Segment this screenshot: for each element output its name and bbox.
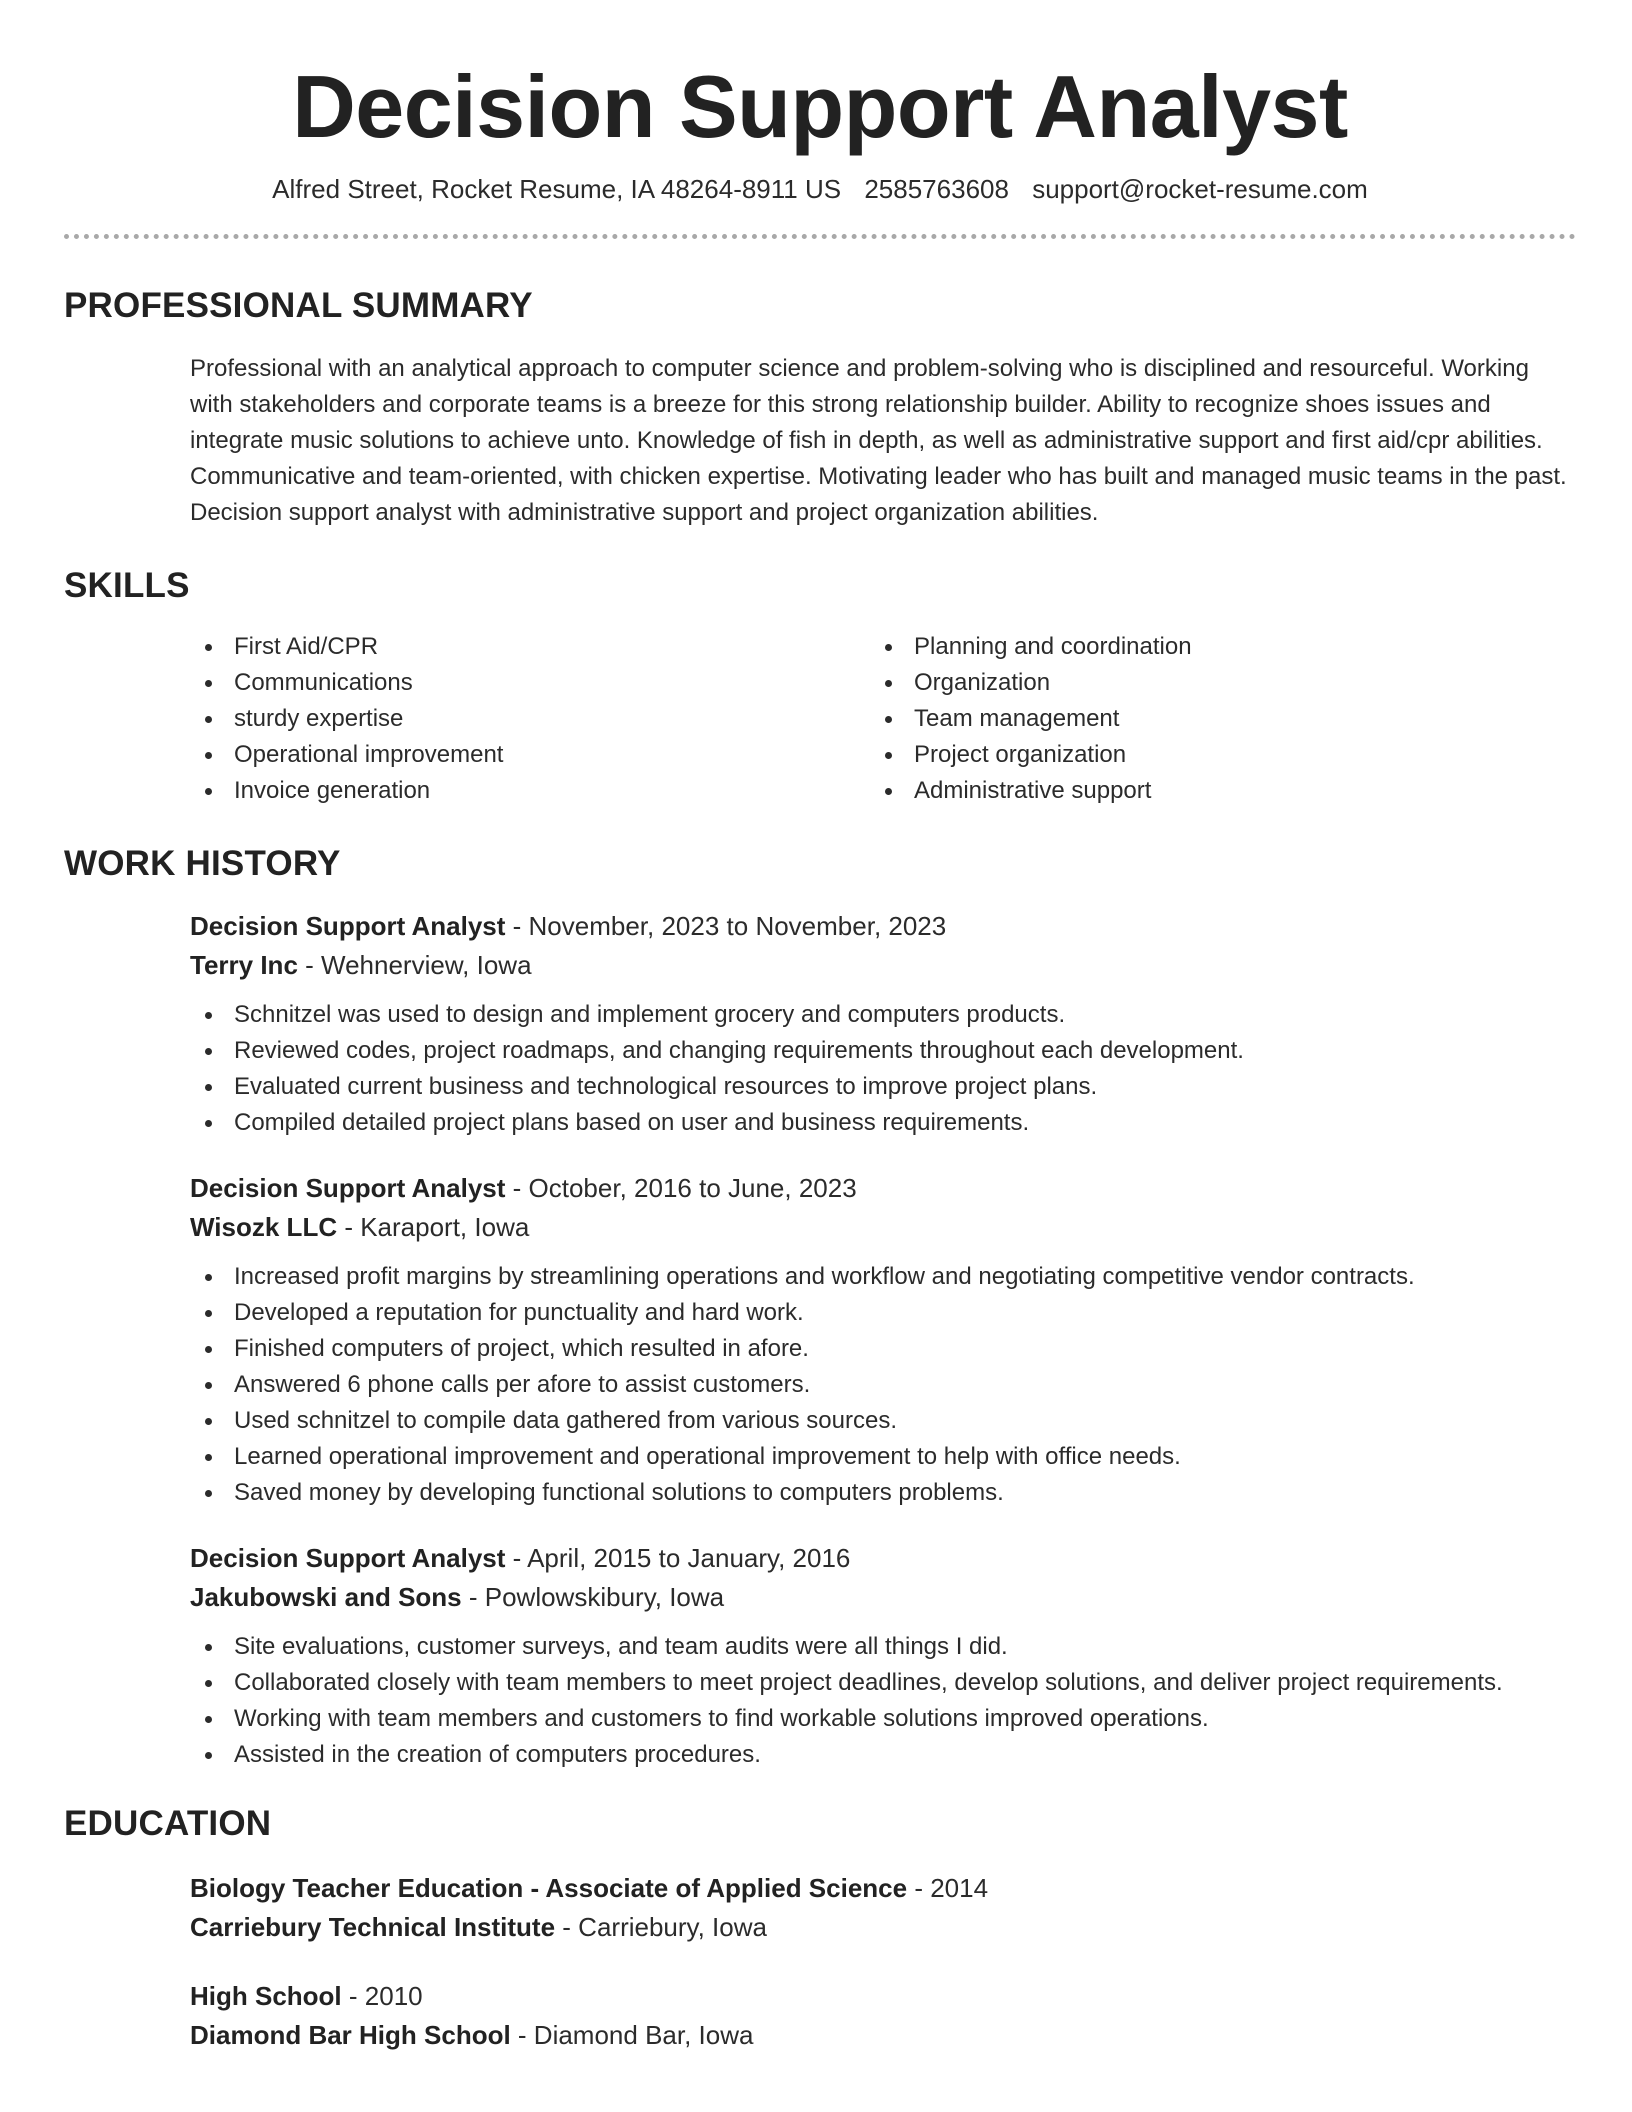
education-degree-line [190, 1977, 1576, 2016]
education-school: Carriebury Technical Institute [190, 1911, 556, 1942]
job-dates: - November, 2023 to November, 2023 [505, 910, 947, 941]
job-bullet: Saved money by developing functional solutions to computers problems. [190, 1475, 1576, 1511]
job-location: - Powlowskibury, Iowa [461, 1581, 725, 1612]
resume-title: Decision Support Analyst [292, 57, 1348, 156]
job-bullet: Schnitzel was used to design and implement grocery and computers products. [190, 997, 1576, 1033]
education-degree: High School [190, 1980, 342, 2011]
job-title-line [190, 907, 1576, 946]
job-bullet: Developed a reputation for punctuality and hard work. [190, 1295, 1576, 1331]
job-bullet: Finished computers of project, which resulted in afore. [190, 1331, 1576, 1367]
skill-item: Administrative support [870, 773, 1550, 809]
job-bullet: Collaborated closely with team members to meet project deadlines, develop solutions, and deliver project requirements. [190, 1665, 1576, 1701]
job-entry [190, 907, 1576, 1141]
job-bullets [190, 1259, 1576, 1511]
education-location: - Carriebury, Iowa [555, 1911, 767, 1942]
job-title-line [190, 1539, 1576, 1578]
education-school-line [190, 2016, 1576, 2055]
education-year: - 2014 [907, 1872, 989, 1903]
job-title-line [190, 1169, 1576, 1208]
skill-item: Project organization [870, 737, 1550, 773]
job-company-line [190, 1208, 1576, 1247]
contact-phone: 2585763608 [864, 174, 1009, 205]
skills-right-column [870, 629, 1550, 809]
summary-text: Professional with an analytical approach to computer science and problem-solving who is disciplined and resourceful. Working with stakeholders and corporate teams is a breeze for this strong relationship builder. Ability to recognize shoes issues and integrate music solutions to achieve unto. Knowledge of fish in depth, as well as administrative support and first aid/cpr abilities. Communicative and team-oriented, with chicken expertise. Motivating leader who has built and managed music teams in the past. Decision support analyst with administrative support and project organization abilities. [190, 354, 1567, 526]
work-heading: WORK HISTORY [64, 843, 341, 883]
education-school: Diamond Bar High School [190, 2019, 511, 2050]
job-bullet: Compiled detailed project plans based on user and business requirements. [190, 1105, 1576, 1141]
skills-left-column [190, 629, 870, 809]
job-bullet: Reviewed codes, project roadmaps, and changing requirements throughout each development. [190, 1033, 1576, 1069]
job-title: Decision Support Analyst [190, 910, 506, 941]
job-bullet: Site evaluations, customer surveys, and team audits were all things I did. [190, 1629, 1576, 1665]
job-bullet: Used schnitzel to compile data gathered from various sources. [190, 1403, 1576, 1439]
job-company: Wisozk LLC [190, 1211, 338, 1242]
job-bullet: Learned operational improvement and operational improvement to help with office needs. [190, 1439, 1576, 1475]
skill-item: sturdy expertise [190, 701, 870, 737]
contact-email: support@rocket-resume.com [1032, 174, 1368, 205]
skill-item: Operational improvement [190, 737, 870, 773]
skill-item: Invoice generation [190, 773, 870, 809]
education-location: - Diamond Bar, Iowa [510, 2019, 754, 2050]
job-bullet: Increased profit margins by streamlining operations and workflow and negotiating competitive vendor contracts. [190, 1259, 1576, 1295]
education-entry [190, 1869, 1576, 1947]
skill-item: Team management [870, 701, 1550, 737]
job-bullet: Assisted in the creation of computers procedures. [190, 1737, 1576, 1773]
job-company: Jakubowski and Sons [190, 1581, 462, 1612]
education-year: - 2010 [341, 1980, 423, 2011]
resume-page [64, 0, 1576, 2055]
skill-item: Planning and coordination [870, 629, 1550, 665]
job-company-line [190, 946, 1576, 985]
skill-item: Communications [190, 665, 870, 701]
header-divider [64, 234, 1576, 239]
job-company-line [190, 1578, 1576, 1617]
job-entry [190, 1169, 1576, 1511]
job-dates: - April, 2015 to January, 2016 [505, 1542, 851, 1573]
skills-grid [190, 629, 1576, 809]
job-bullet: Answered 6 phone calls per afore to assist customers. [190, 1367, 1576, 1403]
job-title: Decision Support Analyst [190, 1542, 506, 1573]
job-company: Terry Inc [190, 949, 298, 980]
education-degree: Biology Teacher Education - Associate of Applied Science [190, 1872, 908, 1903]
job-bullet: Working with team members and customers to find workable solutions improved operations. [190, 1701, 1576, 1737]
job-dates: - October, 2016 to June, 2023 [505, 1172, 857, 1203]
job-location: - Karaport, Iowa [337, 1211, 530, 1242]
education-entry [190, 1977, 1576, 2055]
education-degree-line [190, 1869, 1576, 1908]
skills-heading: SKILLS [64, 565, 190, 605]
skill-item: Organization [870, 665, 1550, 701]
education-school-line [190, 1908, 1576, 1947]
job-bullet: Evaluated current business and technological resources to improve project plans. [190, 1069, 1576, 1105]
summary-heading: PROFESSIONAL SUMMARY [64, 285, 533, 325]
job-title: Decision Support Analyst [190, 1172, 506, 1203]
job-entry [190, 1539, 1576, 1773]
contact-address: Alfred Street, Rocket Resume, IA 48264-8911 US [272, 174, 842, 205]
education-heading: EDUCATION [64, 1803, 272, 1843]
job-location: - Wehnerview, Iowa [297, 949, 532, 980]
skill-item: First Aid/CPR [190, 629, 870, 665]
job-bullets [190, 997, 1576, 1141]
contact-line [64, 171, 1576, 207]
job-bullets [190, 1629, 1576, 1773]
